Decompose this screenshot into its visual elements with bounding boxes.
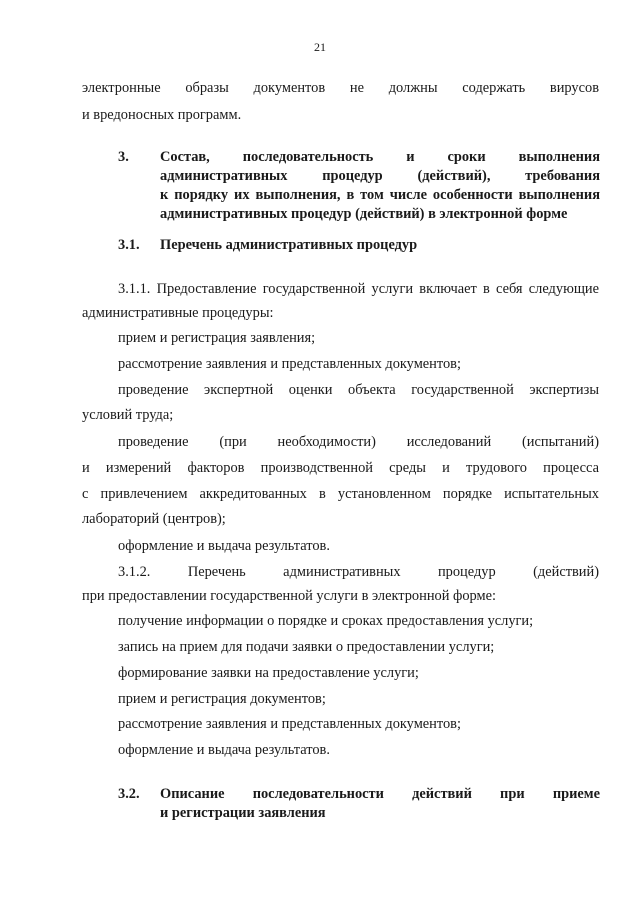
section-3-2-title-line-2: и регистрации заявления (160, 805, 326, 821)
list1-item-1: прием и регистрация заявления; (118, 330, 316, 346)
list1-item-5: оформление и выдача результатов. (118, 538, 330, 554)
section-3-1-number: 3.1. (118, 237, 140, 253)
section-3-title-line-3: к порядку их выполнения, в том числе особенности выполнения (160, 187, 600, 203)
list1-item-4-line-2: и измерений факторов производственной среды и трудового процесса (82, 460, 599, 476)
section-3-1-title: Перечень административных процедур (160, 237, 418, 253)
list1-item-4-line-4: лабораторий (центров); (82, 511, 226, 527)
list2-item-5: рассмотрение заявления и представленных документов; (118, 716, 461, 732)
intro-line-1: электронные образы документов не должны содержать вирусов (82, 80, 599, 96)
p312-line-1: 3.1.2. Перечень административных процедур (действий) (118, 564, 599, 580)
list2-item-3: формирование заявки на предоставление услуги; (118, 665, 419, 681)
section-3-number: 3. (118, 149, 129, 165)
section-3-2-title-line-1: Описание последовательности действий при приеме (160, 786, 600, 802)
list1-item-4-line-1: проведение (при необходимости) исследований (испытаний) (118, 434, 599, 450)
list1-item-3-line-1: проведение экспертной оценки объекта государственной экспертизы (118, 382, 599, 398)
list2-item-1: получение информации о порядке и сроках предоставления услуги; (118, 613, 534, 629)
list2-item-6: оформление и выдача результатов. (118, 742, 330, 758)
intro-line-2: и вредоносных программ. (82, 107, 242, 123)
p311-line-1: 3.1.1. Предоставление государственной услуги включает в себя следующие (118, 281, 599, 297)
list2-item-4: прием и регистрация документов; (118, 691, 326, 707)
list1-item-2: рассмотрение заявления и представленных документов; (118, 356, 461, 372)
section-3-title-line-2: административных процедур (действий), требования (160, 168, 600, 184)
p311-line-2: административные процедуры: (82, 305, 274, 321)
list2-item-2: запись на прием для подачи заявки о предоставлении услуги; (118, 639, 495, 655)
section-3-title-line-4: административных процедур (действий) в электронной форме (160, 206, 568, 222)
list1-item-3-line-2: условий труда; (82, 407, 174, 423)
list1-item-4-line-3: с привлечением аккредитованных в установленном порядке испытательных (82, 486, 599, 502)
p312-line-2: при предоставлении государственной услуги в электронной форме: (82, 588, 497, 604)
section-3-title-line-1: Состав, последовательность и сроки выполнения (160, 149, 600, 165)
page-number: 21 (314, 40, 326, 54)
section-3-2-number: 3.2. (118, 786, 140, 802)
